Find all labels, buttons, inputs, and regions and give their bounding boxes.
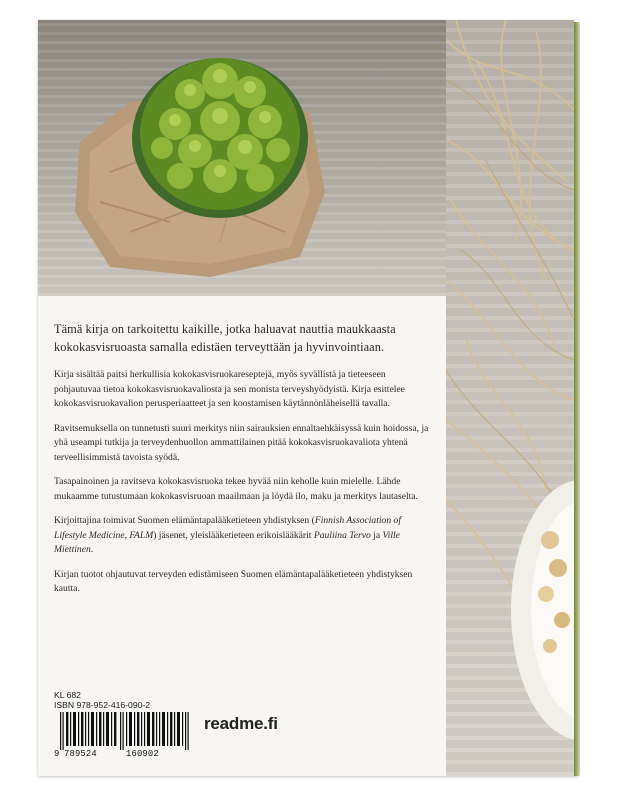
book-spine-edge xyxy=(574,22,580,776)
author-1: Pauliina Tervo xyxy=(313,529,371,541)
romanesco-illustration xyxy=(120,26,320,226)
lead-paragraph: Tämä kirja on tarkoitettu kaikille, jotka haluavat nauttia maukkaasta kokokasvisruoasta samalla edistäen terveyttään ja hyvinvointiaan. xyxy=(54,322,396,354)
paragraph-3: Tasapainoinen ja ravitseva kokokasvisruoka tekee hyvää niin keholle kuin mielelle. Lähde mukaamme tutustumaan kokokasvisruoan maailmaan ja löydä ilo, maku ja merkitys lautaselta. xyxy=(54,476,418,502)
cover-photo-straw xyxy=(446,20,574,776)
bibliographic-block xyxy=(54,690,444,760)
paragraph-4-part-c: ja xyxy=(370,529,383,541)
publisher-logo: readme.fi xyxy=(204,714,278,733)
paragraph-2: Ravitsemuksella on tunnetusti suuri merkitys niin sairauksien ennaltaehkäisyssä kuin hoidossa, ja yhä useampi tutkija ja terveydenhuollon ammattilainen pitää kokokasvisruokavaliota yhtenä terveellisimmistä tavoista syödä. xyxy=(54,422,429,463)
isbn-barcode xyxy=(54,712,198,750)
barcode-digits xyxy=(54,749,204,759)
paragraph-4 xyxy=(54,514,432,558)
library-class: KL 682 xyxy=(54,690,81,700)
author-2: Ville Miettinen xyxy=(54,529,400,555)
paragraph-5: Kirjan tuotot ohjautuvat terveyden edistämiseen Suomen elämäntapalääketieteen yhdistyksen kautta. xyxy=(54,568,413,594)
back-cover-copy xyxy=(54,320,432,607)
cover-photo-romanesco xyxy=(38,20,446,296)
barcode-digits-left: 789524 xyxy=(64,749,97,759)
paragraph-4-part-a: Kirjoittajina toimivat Suomen elämäntapalääketieteen yhdistyksen ( xyxy=(54,515,315,526)
barcode-digits-right: 160902 xyxy=(126,749,159,759)
association-name: Finnish Association of Lifestyle Medicine, FALM xyxy=(54,515,401,541)
straw-illustration xyxy=(446,20,574,776)
paragraph-4-part-b: ) jäsenet, yleislääketieteen erikoislääkärit xyxy=(153,529,314,541)
isbn: ISBN 978-952-416-090-2 xyxy=(54,700,151,710)
paragraph-4-part-d: . xyxy=(90,544,94,555)
paragraph-1: Kirja sisältää paitsi herkullisia kokokasvisruokareseptejä, myös syvällistä ja tieteeseen pohjautuvaa tietoa kokokasvisruokavaliosta ja sen monista terveyshyödyistä. Kirja esittelee kokokasvisruokavalion perusperiaatteet ja sen koostamisen käytännönläheisellä tavalla. xyxy=(54,369,405,409)
barcode-digit-prefix: 9 xyxy=(54,749,60,759)
